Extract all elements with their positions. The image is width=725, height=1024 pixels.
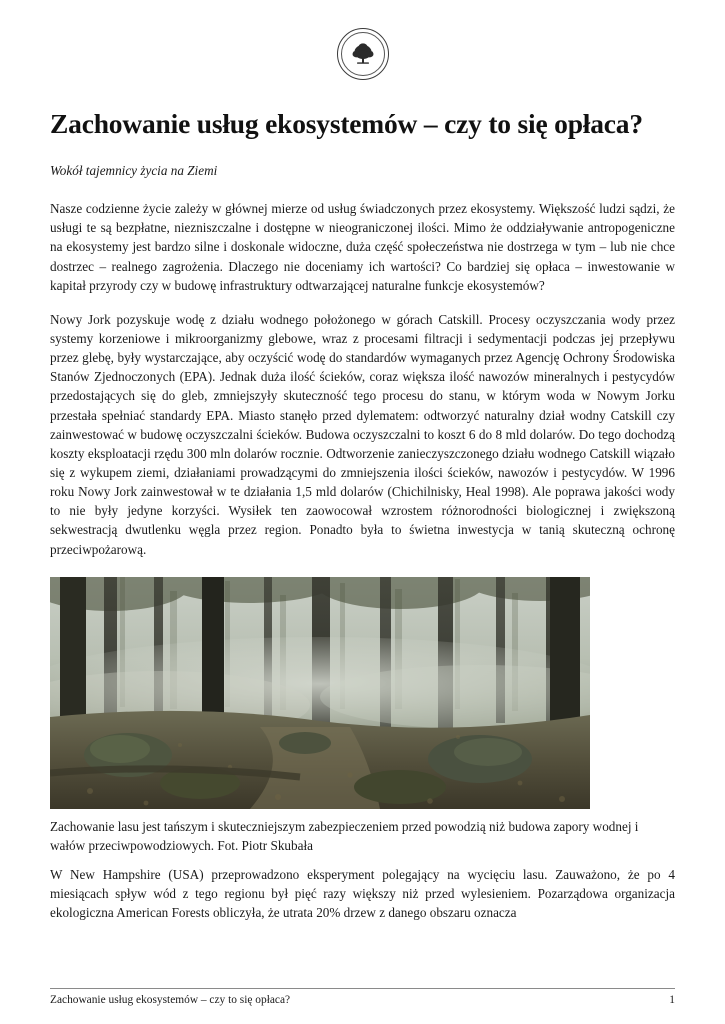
tree-in-circle-logo-icon: [337, 28, 389, 80]
footer-title: Zachowanie usług ekosystemów – czy to się opłaca?: [50, 994, 291, 1006]
paragraph-2: Nowy Jork pozyskuje wodę z działu wodnego położonego w górach Catskill. Procesy oczyszczania wody przez systemy korzeniowe i mikroorganizmy glebowe, wraz z procesami filtracji i sedymentacji podczas jej przepływu przez glebę, były wystarczające, aby oczyścić wodę do standardów wymaganych przez Agencję Ochrony Środowiska Stanów Zjednoczonych (EPA). Jednak duża ilość ścieków, coraz większa ilość nawozów mineralnych i pestycydów przedostających się do gleb, zmniejszyły skuteczność tego procesu do stanu, w którym woda w Nowym Jorku przestała spełniać standardy EPA. Miasto stanęło przed dylematem: odtworzyć naturalny dział wodny Catskill czy zainwestować w budowę oczyszczalni ścieków. Budowa oczyszczalni to koszt 6 do 8 mld dolarów. Do tego dochodzą koszty eksploatacji rzędu 300 mln dolarów rocznie. Odtworzenie zanieczyszczonego działu wodnego Catskill wiązało się z wykupem ziemi, działaniami prowadzącymi do zmniejszenia ilości ścieków, nawozów i pestycydów. W 1996 roku Nowy Jork zainwestował w te działania 1,5 mld dolarów (Chichilnisky, Heal 1998). Ale poprawa jakości wody to nie były jedyne korzyści. Wysiłek ten zaowocował wzrostem różnorodności biologicznej i zwiększoną sekwestracją dwutlenku węgla przez region. Ponadto była to świetna inwestycja w tanią skuteczną ochronę przeciwpożarową.: [50, 311, 675, 557]
figure-caption: Zachowanie lasu jest tańszym i skuteczniejszym zabezpieczeniem przed powodzią niż budowa zapory wodnej i wałów przeciwpowodziowych. Fot. Piotr Skubała: [50, 818, 639, 853]
figure: [50, 577, 675, 855]
footer-page-number: 1: [669, 994, 675, 1006]
paragraph-1: Nasze codzienne życie zależy w głównej mierze od usług świadczonych przez ekosystemy. Większość ludzi sądzi, że usługi te są bezpłatne, niezniszczalne i dostępne w nieograniczonej ilości. Mimo że oddziaływanie antropogeniczne na ekosystemy jest bardzo silne i doskonale widoczne, duża część społeczeństwa nie dostrzega w tym – lub nie chce dostrzec – realnego zagrożenia. Dlaczego nie doceniamy ich wartości? Co bardziej się opłaca – inwestowanie w kapitał przyrody czy w budowę infrastruktury odtwarzającej naturalne funkcje ekosystemów?: [50, 201, 675, 293]
paragraph-3: W New Hampshire (USA) przeprowadzono eksperyment polegający na wycięciu lasu. Zauważono, że po 4 miesiącach spływ wód z tego regionu był pięć razy większy niż przed wylesieniem. Pozarządowa organizacja ekologiczna American Forests obliczyła, że utrata 20% drzew z danego obszaru oznacza: [50, 867, 675, 921]
article-subtitle: Wokół tajemnicy życia na Ziemi: [50, 163, 218, 179]
page-footer: [50, 988, 675, 1006]
logo-container: [50, 28, 675, 80]
logo-inner-ring: [341, 32, 385, 76]
page-title: Zachowanie usług ekosystemów – czy to się opłaca?: [50, 108, 643, 139]
forest-photo: [50, 577, 590, 809]
